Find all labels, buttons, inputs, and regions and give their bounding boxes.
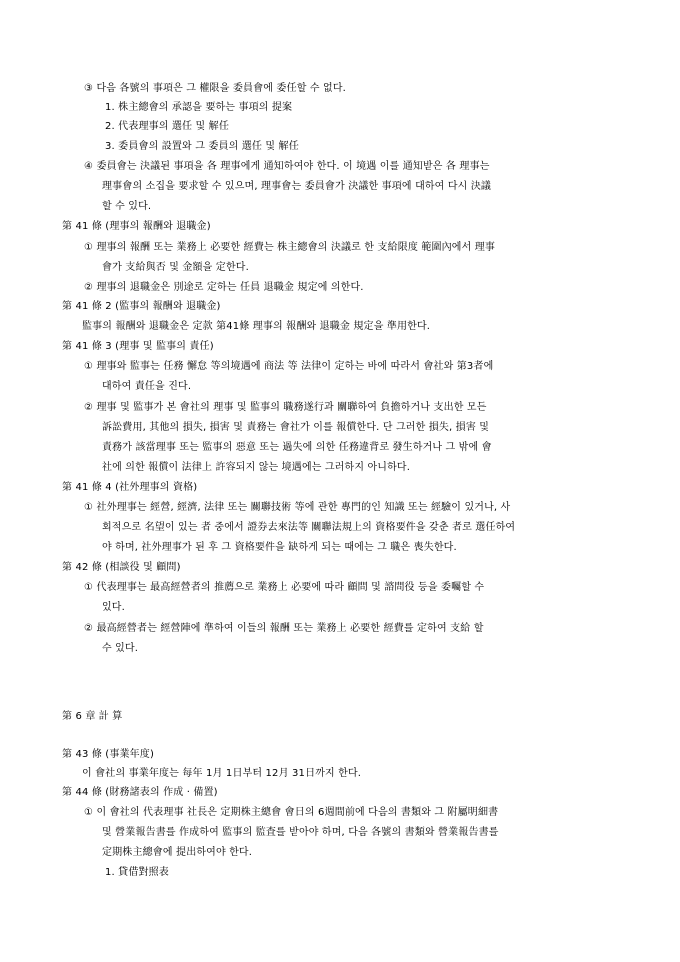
article41-3-paragraph-2-line1: ② 理事 및 監事가 본 會社의 理事 및 監事의 職務遂行과 關聯하여 負擔하거나 支出한 모든 <box>84 402 487 413</box>
article41-2-heading: 第 41 條 2 (監事의 報酬와 退職金) <box>62 301 221 312</box>
article42-paragraph-1-line2: 있다. <box>102 602 125 613</box>
article41-item-1: 1. 株主總會의 承認을 要하는 事項의 提案 <box>105 102 293 113</box>
article42-paragraph-2-line2: 수 있다. <box>102 643 139 654</box>
article42-paragraph-1-line1: ① 代表理事는 最高經營者의 推薦으로 業務上 必要에 따라 顧問 및 諮問役 등을 委囑할 수 <box>84 582 485 593</box>
article41-3-heading: 第 41 條 3 (理事 및 監事의 責任) <box>62 341 214 352</box>
article41-item-3: 3. 委員會의 設置와 그 委員의 選任 및 解任 <box>105 141 299 152</box>
article41-3-paragraph-1-line2: 대하여 責任을 진다. <box>102 381 192 392</box>
article41-4-paragraph-1-line2: 회적으로 名望이 있는 者 중에서 證券去來法等 關聯法規上의 資格要件을 갖춘 者로 選任하여 <box>102 522 516 533</box>
article44-paragraph-1-line2: 및 營業報告書를 作成하여 監事의 監査를 받아야 하며, 다음 各號의 書類와 營業報告書를 <box>102 827 499 838</box>
article44-paragraph-1-line3: 定期株主總會에 提出하여야 한다. <box>102 847 253 858</box>
chapter-6-heading: 第 6 章 計 算 <box>62 711 123 722</box>
article41-4-heading: 第 41 條 4 (社外理事의 資格) <box>62 482 198 493</box>
article43-paragraph: 이 會社의 事業年度는 每年 1月 1日부터 12月 31日까지 한다. <box>82 768 362 779</box>
article41-3-paragraph-2-line4: 社에 의한 報償이 法律上 許容되지 않는 境遇에는 그러하지 아니하다. <box>102 462 411 473</box>
article41-paragraph-4-line2: 理事會의 소집을 要求할 수 있으며, 理事會는 委員會가 決議한 事項에 대하여 다시 決議 <box>102 181 492 192</box>
article41-paragraph-4-line3: 할 수 있다. <box>102 201 152 212</box>
article41-paragraph-4-line1: ④ 委員會는 決議된 事項을 各 理事에게 通知하여야 한다. 이 境遇 이를 通知받은 各 理事는 <box>84 161 490 172</box>
article41-1-heading: 第 41 條 (理事의 報酬와 退職金) <box>62 221 211 232</box>
article42-heading: 第 42 條 (相談役 및 顧問) <box>62 562 181 573</box>
article44-item-1: 1. 貸借對照表 <box>105 867 169 878</box>
article41-1-paragraph-2: ② 理事의 退職金은 別途로 定하는 任員 退職金 規定에 의한다. <box>84 282 364 293</box>
article41-paragraph-3: ③ 다음 各號의 事項은 그 權限을 委員會에 委任할 수 없다. <box>84 83 346 94</box>
article41-3-paragraph-2-line2: 訴訟費用, 其他의 損失, 損害 및 責務는 會社가 이를 報償한다. 단 그러한 損失, 損害 및 <box>102 422 490 433</box>
article41-3-paragraph-2-line3: 責務가 該當理事 또는 監事의 惡意 또는 過失에 의한 任務違背로 發生하거나 그 밖에 會 <box>102 442 492 453</box>
article41-item-2: 2. 代表理事의 選任 및 解任 <box>105 121 229 132</box>
article43-heading: 第 43 條 (事業年度) <box>62 749 155 760</box>
article41-1-paragraph-1-line1: ① 理事의 報酬 또는 業務上 必要한 經費는 株主總會의 決議로 한 支給限度 範圍內에서 理事 <box>84 242 496 253</box>
article41-2-paragraph: 監事의 報酬와 退職金은 定款 第41條 理事의 報酬와 退職金 規定을 準用한다. <box>82 321 431 332</box>
article41-3-paragraph-1-line1: ① 理事와 監事는 任務 懈怠 等의境遇에 商法 等 法律이 定하는 바에 따라서 會社와 第3者에 <box>84 361 494 372</box>
article42-paragraph-2-line1: ② 最高經營者는 經營陣에 準하여 이들의 報酬 또는 業務上 必要한 經費를 定하여 支給 할 <box>84 623 484 634</box>
article44-heading: 第 44 條 (財務諸表의 作成 · 備置) <box>62 787 218 798</box>
article44-paragraph-1-line1: ① 이 會社의 代表理事 社長은 定期株主總會 會日의 6週間前에 다음의 書類와 그 附屬明細書 <box>84 807 499 818</box>
article41-1-paragraph-1-line2: 會가 支給與否 및 金額을 定한다. <box>102 262 249 273</box>
article41-4-paragraph-1-line3: 야 하며, 社外理事가 된 후 그 資格要件을 缺하게 되는 때에는 그 職은 喪失한다. <box>102 542 457 553</box>
article41-4-paragraph-1-line1: ① 社外理事는 經營, 經濟, 法律 또는 關聯技術 等에 관한 專門的인 知識 또는 經驗이 있거나, 사 <box>84 502 511 513</box>
